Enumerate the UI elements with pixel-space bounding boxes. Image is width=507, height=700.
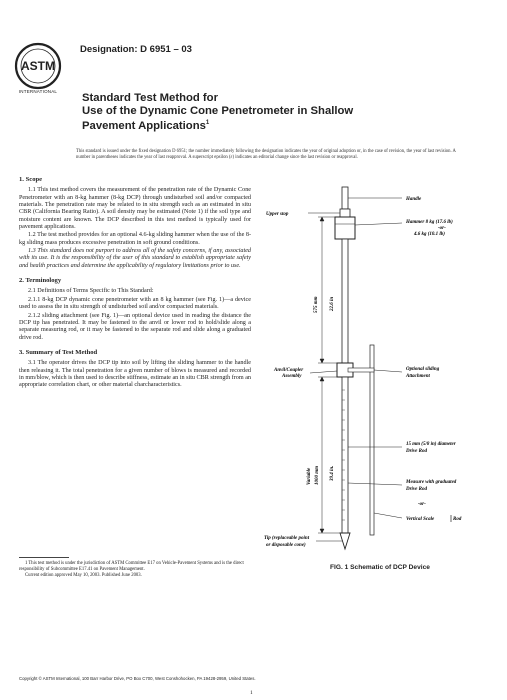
upper-stop-shape: [340, 209, 350, 217]
footnote-2: Current edition approved May 10, 2003. Published June 2003.: [25, 573, 142, 579]
paragraph-2-1-2: 2.1.2 sliding attachment (see Fig. 1)—an optional device used in reading the distance the DCP tip has penetrated. It may be fastened to the anvil or lower rod to hold/slide along a separate measuring rod, or it may be fastened to the separate rod and slide along a graduated drive rod.: [19, 312, 251, 341]
title-footnote-mark: 1: [205, 120, 210, 127]
label-variable-in: 39.4 in.: [330, 465, 335, 481]
section-heading-scope: 1. Scope: [19, 176, 43, 183]
label-drive-rod-1: 15 mm (5/8 in) diameter: [406, 442, 456, 447]
paragraph-3-1: 3.1 The operator drives the DCP tip into soil by lifting the sliding hammer to the handle then releasing it. The total penetration for a given number of blows is measured and recorded in mm/blow, which is then used to describe stiffness, estimate an in situ CBR strength from an appropriate correlation chart, or other material charcharacteristics.: [19, 360, 251, 389]
paragraph-1-1: 1.1 This test method covers the measurement of the penetration rate of the Dynamic Cone Penetrometer with an 8-kg hammer (8-kg DCP) through undisturbed soil and/or compacted materials. The penetration rate may be related to in situ strength such as an estimated in situ CBR (California Bearing Ratio). A soil density may be estimated (Note 1) if the soil type and moisture content are known. The DCP described in this test method is typically used for pavement applications.: [19, 187, 251, 231]
label-hammer-8kg: Hammer 8 kg (17.6 lb): [406, 220, 453, 225]
label-measure-or: -or-: [418, 502, 426, 507]
page-title: [82, 92, 462, 133]
svg-text:ASTM: ASTM: [21, 59, 55, 73]
paragraph-1-2: 1.2 The test method provides for an optional 4.6-kg sliding hammer when the use of the 8-kg sliding mass produces excessive penetration in soft ground conditions.: [19, 232, 251, 246]
footnote-1: 1 This test method is under the jurisdiction of ASTM Committee E17 on Vehicle-Pavement Systems and is the direct responsibility of Subcommittee E17.41 on Pavement Management.: [19, 561, 244, 572]
label-hammer-or: -or-: [438, 226, 446, 231]
label-rod: Rod: [453, 517, 462, 522]
section-heading-terminology: 2. Terminology: [19, 277, 62, 285]
paragraph-1-3: 1.3 This standard does not purport to address all of the safety concerns, if any, associated with its use. It is the responsibility of the user of this standard to establish appropriate safety and health practices and determine the applicability of regulatory limitations prior to use.: [19, 248, 251, 269]
vertical-scale-rod-shape: [370, 345, 374, 535]
drive-rod-shape: [342, 377, 348, 533]
label-variable: Variable: [307, 467, 312, 485]
label-anvil-1: Anvil/Coupler: [274, 368, 304, 373]
astm-logo: [14, 42, 62, 90]
label-measure-1: Measure with graduated: [406, 480, 457, 485]
footnotes: [19, 561, 251, 580]
label-handle: Handle: [406, 197, 422, 202]
footnote-rule: [19, 557, 69, 558]
title-line-3: Pavement Applications$^1$: [82, 119, 210, 132]
sliding-attachment-shape: [348, 368, 374, 372]
label-dim-575mm: 575 mm: [314, 296, 319, 313]
label-drive-rod-2: Drive Rod: [406, 449, 427, 454]
label-anvil-2: Assembly: [282, 374, 302, 379]
title-line-2: Use of the Dynamic Cone Penetrometer in Shallow: [82, 104, 354, 117]
page-number: 1: [250, 690, 253, 696]
hammer-shape: [335, 217, 355, 239]
label-tip-2: or disposable cone): [266, 543, 306, 548]
title-line-1: Standard Test Method for: [82, 92, 218, 104]
paragraph-2-1-1: 2.1.1 8-kg DCP dynamic cone penetrometer with an 8 kg hammer (see Fig. 1)—a device used to assess the in situ strength of undisturbed soil and/or compacted materials.: [19, 296, 251, 311]
label-optional-2: Attachment: [406, 374, 430, 379]
label-variable-mm: 1000 mm: [315, 465, 320, 485]
label-dim-22-6in: 22.6 in: [330, 296, 335, 311]
section-heading-summary: 3. Summary of Test Method: [19, 348, 98, 356]
logo-caption: INTERNATIONAL: [18, 89, 58, 94]
paragraph-2-1: 2.1 Definitions of Terms Specific to This Standard:: [28, 288, 154, 295]
copyright-notice: Copyright © ASTM International, 100 Barr Harbor Drive, PO Box C700, West Conshohocken, PA 19428-2959, United States.: [19, 676, 256, 681]
handle-shape: [342, 187, 348, 209]
label-upper-stop: Upper stop: [266, 212, 289, 217]
issued-note: This standard is issued under the fixed designation D 6951; the number immediately following the designation indicates the year of original adoption or, in the case of revision, the year of last revision. A number in parentheses indicates the year of last reapproval. A superscript epsilon (ε) indicates an editorial change since the last revision or reapproval.: [76, 149, 456, 160]
upper-rod-shape: [342, 239, 348, 363]
label-hammer-4kg: 4.6 kg (10.1 lb): [414, 232, 445, 237]
label-vertical-scale: Vertical Scale: [406, 517, 435, 522]
body-text-column: [19, 176, 251, 391]
figure-caption: FIG. 1 Schematic of DCP Device: [330, 564, 430, 571]
label-optional-1: Optional sliding: [406, 367, 440, 372]
label-measure-2: Drive Rod: [406, 487, 427, 492]
dcp-schematic-figure: [262, 185, 500, 560]
label-tip-1: Tip (replaceable point: [264, 536, 310, 541]
designation: Designation: D 6951 – 03: [80, 44, 192, 55]
